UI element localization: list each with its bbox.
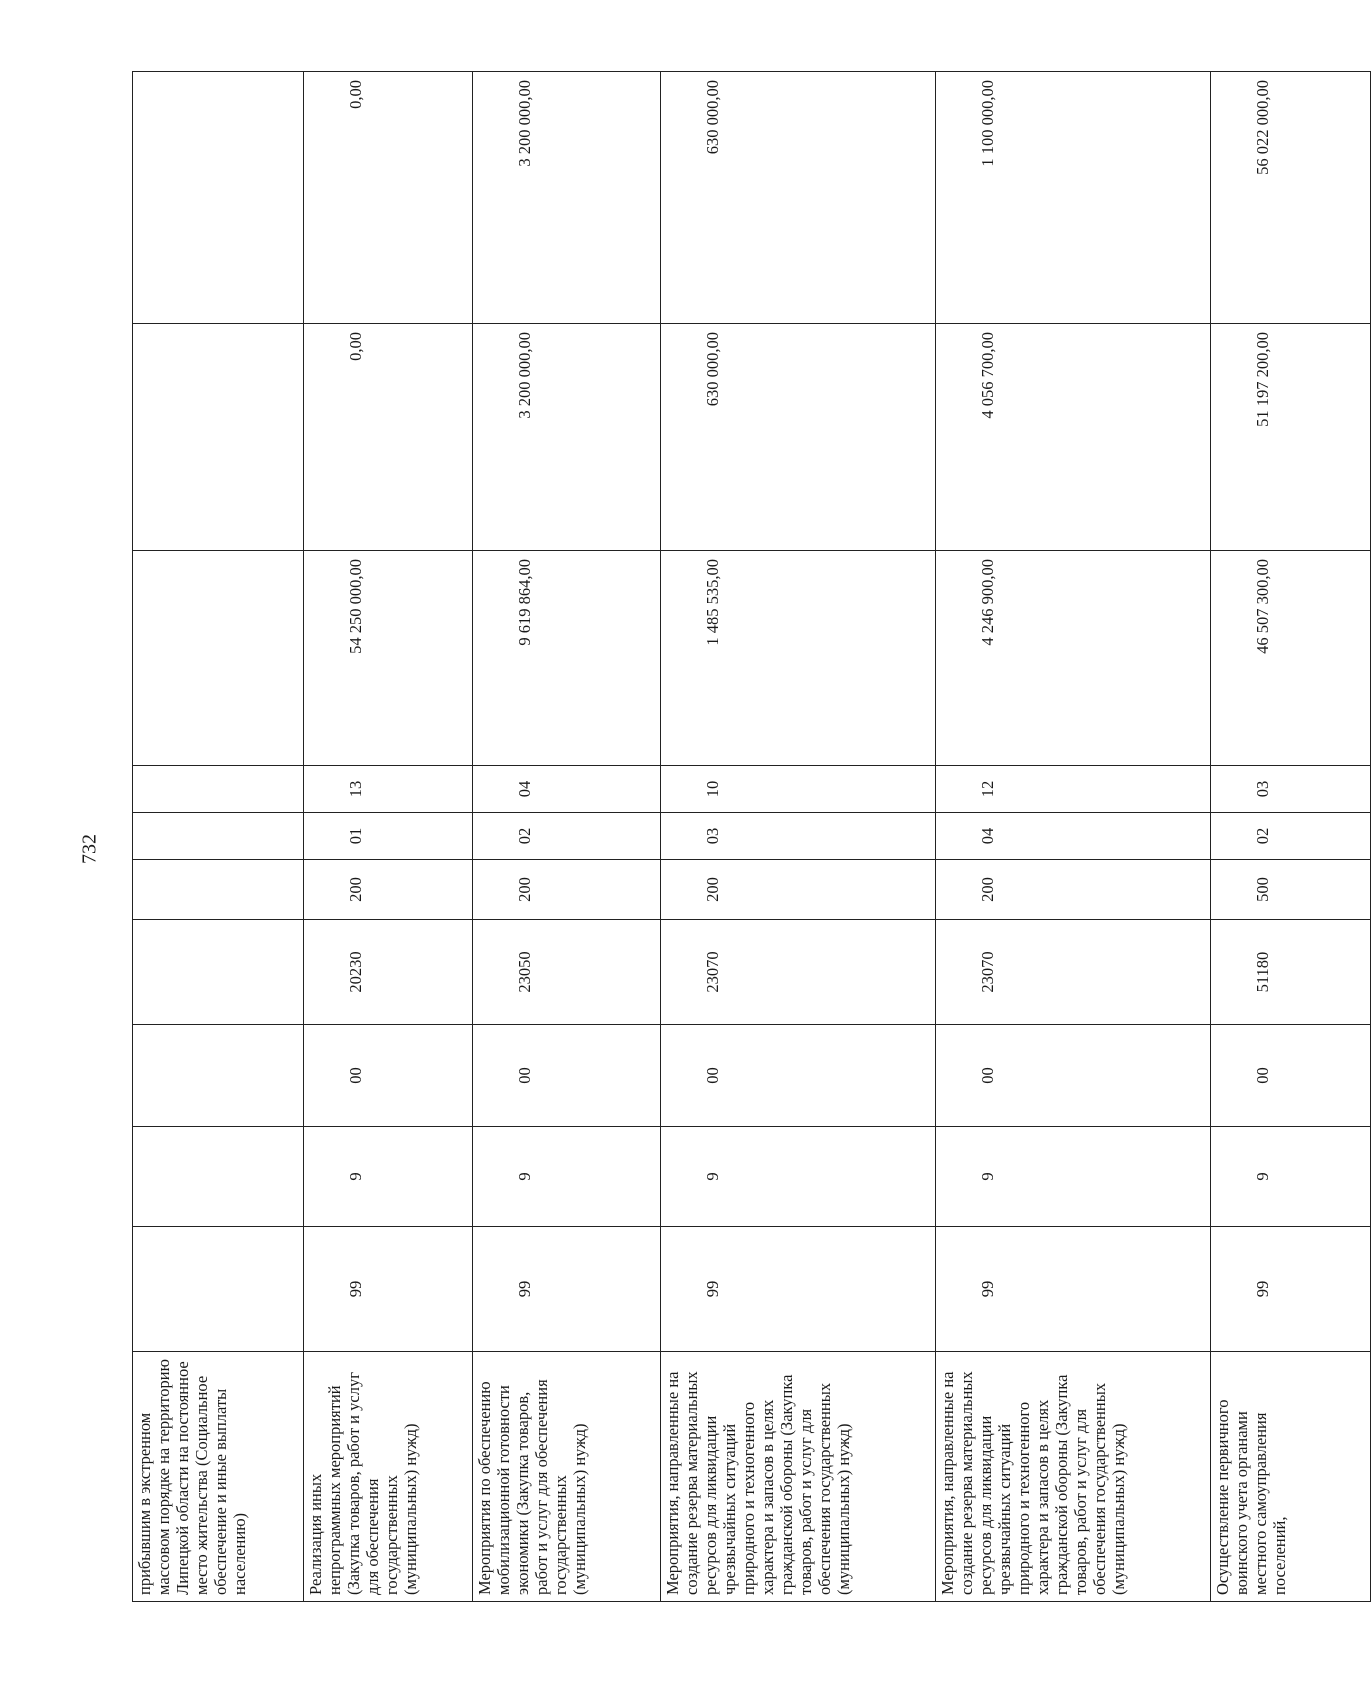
direction-code-cell: 23070 <box>661 920 936 1025</box>
amount-year2-cell: 51 197 200,00 <box>1211 324 1371 551</box>
program-code-cell: 99 <box>304 1227 473 1352</box>
subsection-code-cell: 13 <box>304 766 473 813</box>
subprogram-code-cell <box>133 1127 304 1227</box>
expense-type-cell: 200 <box>473 860 661 920</box>
amount-year1-cell: 54 250 000,00 <box>304 551 473 766</box>
program-code-cell: 99 <box>1211 1227 1371 1352</box>
subsection-code-cell: 12 <box>936 766 1211 813</box>
budget-table-wrapper <box>132 72 1289 1602</box>
subprogram-code-cell: 9 <box>304 1127 473 1227</box>
amount-year3-cell: 630 000,00 <box>661 72 936 324</box>
expense-type-cell: 200 <box>304 860 473 920</box>
amount-year1-cell <box>133 551 304 766</box>
expense-type-cell: 500 <box>1211 860 1371 920</box>
expense-name-cell: Мероприятия, направленные на создание резерва материальных ресурсов для ликвидации чрезвычайных ситуаций природного и техногенного характера и запасов в целях гражданской обороны (Закупка товаров, работ и услуг для обеспечения государственных (муниципальных) нужд) <box>661 1352 936 1602</box>
main-event-code-cell: 00 <box>304 1025 473 1127</box>
amount-year2-cell: 3 200 000,00 <box>473 324 661 551</box>
main-event-code-cell <box>133 1025 304 1127</box>
section-code-cell: 03 <box>661 813 936 860</box>
amount-year3-cell: 1 100 000,00 <box>936 72 1211 324</box>
program-code-cell <box>133 1227 304 1352</box>
subprogram-code-cell: 9 <box>1211 1127 1371 1227</box>
expense-name-cell: Осуществление первичного воинского учета органами местного самоуправления поселений, <box>1211 1352 1371 1602</box>
main-event-code-cell: 00 <box>936 1025 1211 1127</box>
main-event-code-cell: 00 <box>1211 1025 1371 1127</box>
budget-table <box>132 71 1371 1602</box>
table-row <box>133 72 304 1602</box>
amount-year2-cell: 4 056 700,00 <box>936 324 1211 551</box>
expense-name-cell: Реализация иных непрограммных мероприятий (Закупка товаров, работ и услуг для обеспечения государственных (муниципальных) нужд) <box>304 1352 473 1602</box>
subprogram-code-cell: 9 <box>936 1127 1211 1227</box>
amount-year3-cell <box>133 72 304 324</box>
table-row <box>936 72 1211 1602</box>
expense-name-cell: прибывшим в экстренном массовом порядке на территорию Липецкой области на постоянное место жительства (Социальное обеспечение и иные выплаты населению) <box>133 1352 304 1602</box>
section-code-cell <box>133 813 304 860</box>
section-code-cell: 04 <box>936 813 1211 860</box>
subsection-code-cell: 04 <box>473 766 661 813</box>
subprogram-code-cell: 9 <box>661 1127 936 1227</box>
amount-year3-cell: 3 200 000,00 <box>473 72 661 324</box>
expense-type-cell: 200 <box>661 860 936 920</box>
section-code-cell: 02 <box>473 813 661 860</box>
table-row <box>1211 72 1371 1602</box>
table-row <box>304 72 473 1602</box>
amount-year2-cell: 0,00 <box>304 324 473 551</box>
section-code-cell: 01 <box>304 813 473 860</box>
amount-year2-cell: 630 000,00 <box>661 324 936 551</box>
program-code-cell: 99 <box>936 1227 1211 1352</box>
page-number-text: 732 <box>78 834 101 864</box>
subsection-code-cell <box>133 766 304 813</box>
expense-type-cell <box>133 860 304 920</box>
direction-code-cell <box>133 920 304 1025</box>
expense-name-cell: Мероприятия по обеспечению мобилизационной готовности экономики (Закупка товаров, работ и услуг для обеспечения государственных (муниципальных) нужд) <box>473 1352 661 1602</box>
subprogram-code-cell: 9 <box>473 1127 661 1227</box>
direction-code-cell: 23050 <box>473 920 661 1025</box>
table-row <box>473 72 661 1602</box>
amount-year3-cell: 56 022 000,00 <box>1211 72 1371 324</box>
amount-year1-cell: 9 619 864,00 <box>473 551 661 766</box>
expense-type-cell: 200 <box>936 860 1211 920</box>
subsection-code-cell: 10 <box>661 766 936 813</box>
table-row <box>661 72 936 1602</box>
amount-year1-cell: 46 507 300,00 <box>1211 551 1371 766</box>
main-event-code-cell: 00 <box>473 1025 661 1127</box>
amount-year1-cell: 4 246 900,00 <box>936 551 1211 766</box>
section-code-cell: 02 <box>1211 813 1371 860</box>
direction-code-cell: 51180 <box>1211 920 1371 1025</box>
amount-year2-cell <box>133 324 304 551</box>
program-code-cell: 99 <box>473 1227 661 1352</box>
direction-code-cell: 23070 <box>936 920 1211 1025</box>
amount-year1-cell: 1 485 535,00 <box>661 551 936 766</box>
program-code-cell: 99 <box>661 1227 936 1352</box>
expense-name-cell: Мероприятия, направленные на создание резерва материальных ресурсов для ликвидации чрезвычайных ситуаций природного и техногенного характера и запасов в целях гражданской обороны (Закупка товаров, работ и услуг для обеспечения государственных (муниципальных) нужд) <box>936 1352 1211 1602</box>
subsection-code-cell: 03 <box>1211 766 1371 813</box>
direction-code-cell: 20230 <box>304 920 473 1025</box>
main-event-code-cell: 00 <box>661 1025 936 1127</box>
amount-year3-cell: 0,00 <box>304 72 473 324</box>
